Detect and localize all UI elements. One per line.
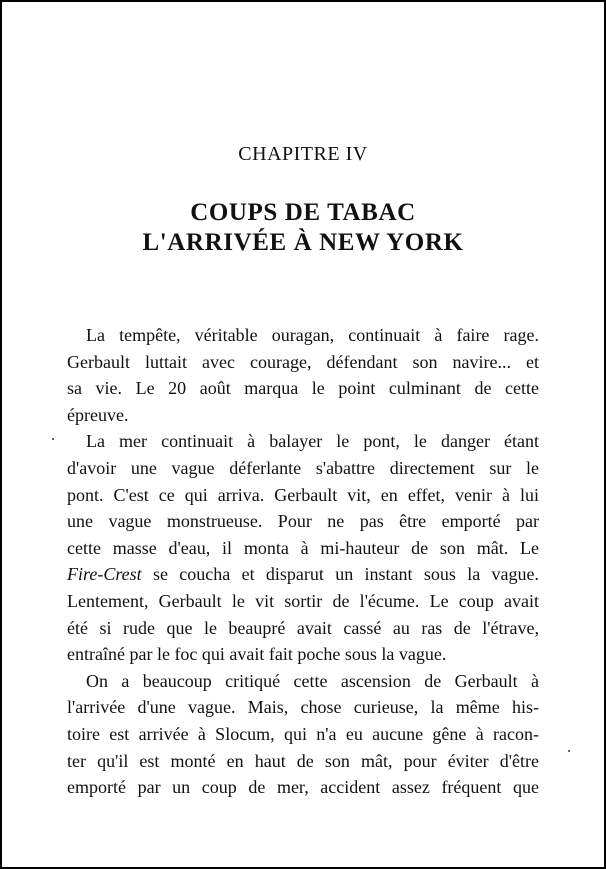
paragraph-2-line-with-ship-name <box>67 561 539 588</box>
ship-name: Fire-Crest <box>67 564 142 585</box>
paragraph-2-line: une vague monstrueuse. Pour ne pas être emporté par <box>67 511 539 532</box>
chapter-title-line-2: L'ARRIVÉE À NEW YORK <box>142 229 464 256</box>
paragraph-3-line: ter qu'il est monté en haut de son mât, pour éviter d'être <box>67 750 539 771</box>
paragraph-2-line: entraîné par le foc qui avait fait poche sous la vague. <box>67 644 447 665</box>
scan-speck <box>52 438 54 440</box>
paragraph-2-line: Lentement, Gerbault le vit sortir de l'écume. Le coup avait <box>67 590 539 611</box>
paragraph-2-line: cette masse d'eau, il monta à mi-hauteur de son mât. Le <box>67 537 539 558</box>
paragraph-2-line: d'avoir une vague déferlante s'abattre directement sur le <box>67 457 539 478</box>
paragraph-1-line: Gerbault luttait avec courage, défendant son navire... et <box>67 351 539 372</box>
paragraph-3-line: On a beaucoup critiqué cette ascension de Gerbault à <box>86 670 539 691</box>
paragraph-3-line: toire est arrivée à Slocum, qui n'a eu aucune gêne à racon- <box>67 723 539 744</box>
paragraph-2-line: pont. C'est ce qui arriva. Gerbault vit, en effet, venir à lui <box>67 484 539 505</box>
scan-speck <box>568 750 570 752</box>
paragraph-3-line: emporté par un coup de mer, accident assez fréquent que <box>67 777 539 798</box>
paragraph-2-line-rest: se coucha et disparut un instant sous la vague. <box>152 564 539 585</box>
paragraph-1-line: La tempête, véritable ouragan, continuait à faire rage. <box>86 325 539 345</box>
paragraph-2-line: La mer continuait à balayer le pont, le danger étant <box>86 431 539 452</box>
body-text <box>67 322 539 801</box>
paragraph-2-line: été si rude que le beaupré avait cassé au ras de l'étrave, <box>67 617 539 638</box>
chapter-label: CHAPITRE IV <box>238 143 368 165</box>
paragraph-3-line: l'arrivée d'une vague. Mais, chose curieuse, la même his- <box>67 697 539 718</box>
paragraph-1-line: épreuve. <box>67 404 129 425</box>
paragraph-1-line: sa vie. Le 20 août marqua le point culminant de cette <box>67 378 539 399</box>
chapter-title-line-1: COUPS DE TABAC <box>190 199 416 226</box>
